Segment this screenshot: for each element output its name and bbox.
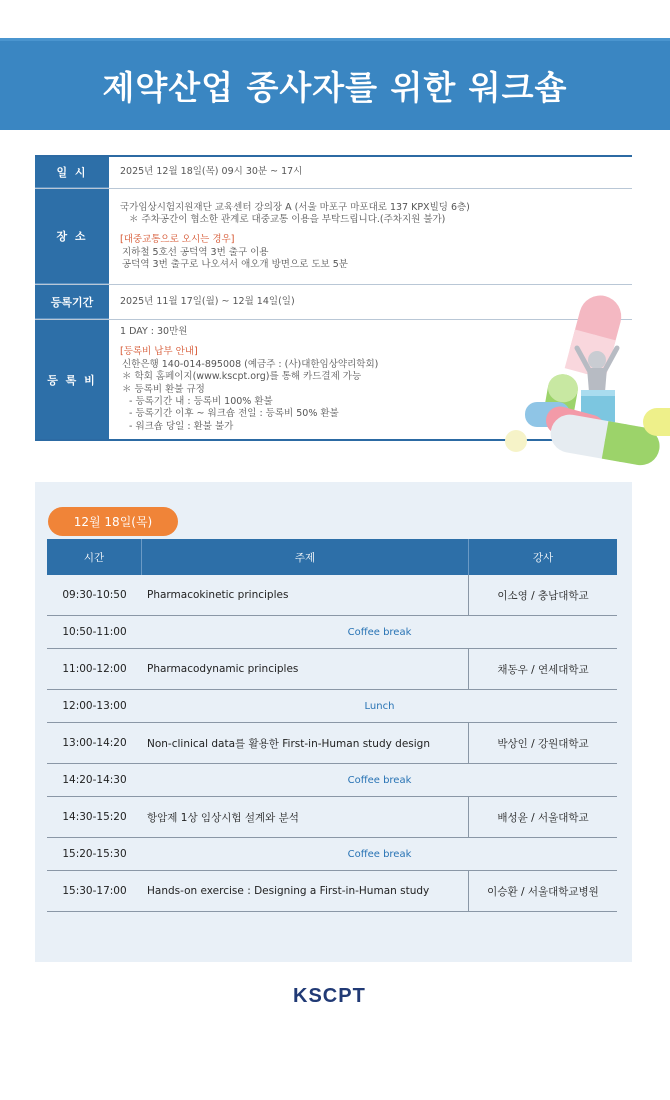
- table-row: [47, 871, 617, 912]
- place-label: 장 소: [35, 189, 109, 284]
- row-break: Lunch: [364, 700, 395, 712]
- row-break: Coffee break: [347, 774, 412, 786]
- date-value: 2025년 12월 18일(목) 09시 30분 ~ 17시: [120, 166, 303, 178]
- fee-line: ＊ 등록비 환불 규정: [122, 383, 205, 395]
- row-break: Coffee break: [347, 848, 412, 860]
- row-topic: 항암제 1상 임상시험 설계와 분석: [142, 797, 469, 837]
- row-time: 15:30-17:00: [62, 885, 127, 897]
- table-row: [47, 616, 617, 649]
- date-tag: 12월 18일(목): [48, 507, 178, 536]
- table-row: [47, 764, 617, 797]
- row-time: 11:00-12:00: [62, 663, 127, 675]
- header-topic: 주제: [142, 539, 469, 575]
- title-banner: [0, 38, 670, 130]
- fee-value: 1 DAY : 30만원: [120, 326, 188, 338]
- row-lecturer: 이소영 / 충남대학교: [497, 589, 589, 602]
- reg-period-value: 2025년 11월 17일(월) ~ 12월 14일(일): [120, 295, 295, 307]
- date-label: 일 시: [35, 157, 109, 188]
- refund-line: - 등록기간 이후 ~ 워크숍 전일 : 등록비 50% 환불: [129, 408, 339, 420]
- schedule-panel: [35, 482, 632, 962]
- info-row-place: [35, 189, 632, 285]
- row-lecturer: 채동우 / 연세대학교: [497, 663, 589, 676]
- row-time: 15:20-15:30: [62, 848, 127, 860]
- fee-line: 신한은행 140-014-895008 (예금주 : (사)대한임상약리학회): [122, 358, 379, 370]
- row-time: 09:30-10:50: [62, 589, 127, 601]
- row-topic: Pharmacokinetic principles: [142, 575, 469, 615]
- row-time: 10:50-11:00: [62, 626, 127, 638]
- transit-line: 공덕역 3번 출구로 나오셔서 애오개 방면으로 도보 5분: [122, 259, 348, 271]
- table-row: [47, 690, 617, 723]
- place-line: 국가임상시험지원재단 교육센터 강의장 A (서울 마포구 마포대로 137 KPX빌딩 6층): [120, 201, 470, 213]
- row-topic: Hands-on exercise : Designing a First-in-Human study: [142, 871, 469, 911]
- table-row: [47, 649, 617, 690]
- row-topic: Non-clinical data를 활용한 First-in-Human study design: [142, 723, 469, 763]
- fee-label: 등 록 비: [35, 320, 109, 439]
- row-lecturer: 이승환 / 서울대학교병원: [487, 885, 599, 898]
- header-lecturer: 강사: [532, 551, 554, 564]
- header-time: 시간: [47, 539, 142, 575]
- row-break: Coffee break: [347, 626, 412, 638]
- fee-heading: [등록비 납부 안내]: [120, 346, 198, 358]
- row-lecturer: 배성윤 / 서울대학교: [497, 811, 589, 824]
- refund-line: - 워크숍 당일 : 환불 불가: [129, 420, 234, 432]
- row-time: 14:20-14:30: [62, 774, 127, 786]
- table-row: [47, 575, 617, 616]
- pill-illustration: [505, 290, 670, 470]
- row-time: 14:30-15:20: [62, 811, 127, 823]
- place-line: ＊ 주차공간이 협소한 관계로 대중교통 이용을 부탁드립니다.(주차지원 불가): [129, 213, 446, 225]
- row-time: 12:00-13:00: [62, 700, 127, 712]
- page-title: 제약산업 종사자를 위한 워크숍: [102, 68, 568, 107]
- fee-line: ＊ 학회 홈페이지(www.kscpt.org)를 통해 카드결제 가능: [122, 371, 362, 383]
- schedule-header: [47, 539, 617, 575]
- reg-period-label: 등록기간: [35, 285, 109, 319]
- kscpt-logo: KSCPT: [293, 985, 366, 1007]
- table-row: [47, 838, 617, 871]
- row-time: 13:00-14:20: [62, 737, 127, 749]
- transit-line: 지하철 5호선 공덕역 3번 출구 이용: [122, 246, 269, 258]
- info-row-date: [35, 157, 632, 189]
- refund-line: - 등록기간 내 : 등록비 100% 환불: [129, 395, 273, 407]
- schedule-body: [47, 575, 617, 912]
- row-topic: Pharmacodynamic principles: [142, 649, 469, 689]
- table-row: [47, 723, 617, 764]
- row-lecturer: 박상인 / 강원대학교: [497, 737, 589, 750]
- transit-heading: [대중교통으로 오시는 경우]: [120, 234, 235, 246]
- table-row: [47, 797, 617, 838]
